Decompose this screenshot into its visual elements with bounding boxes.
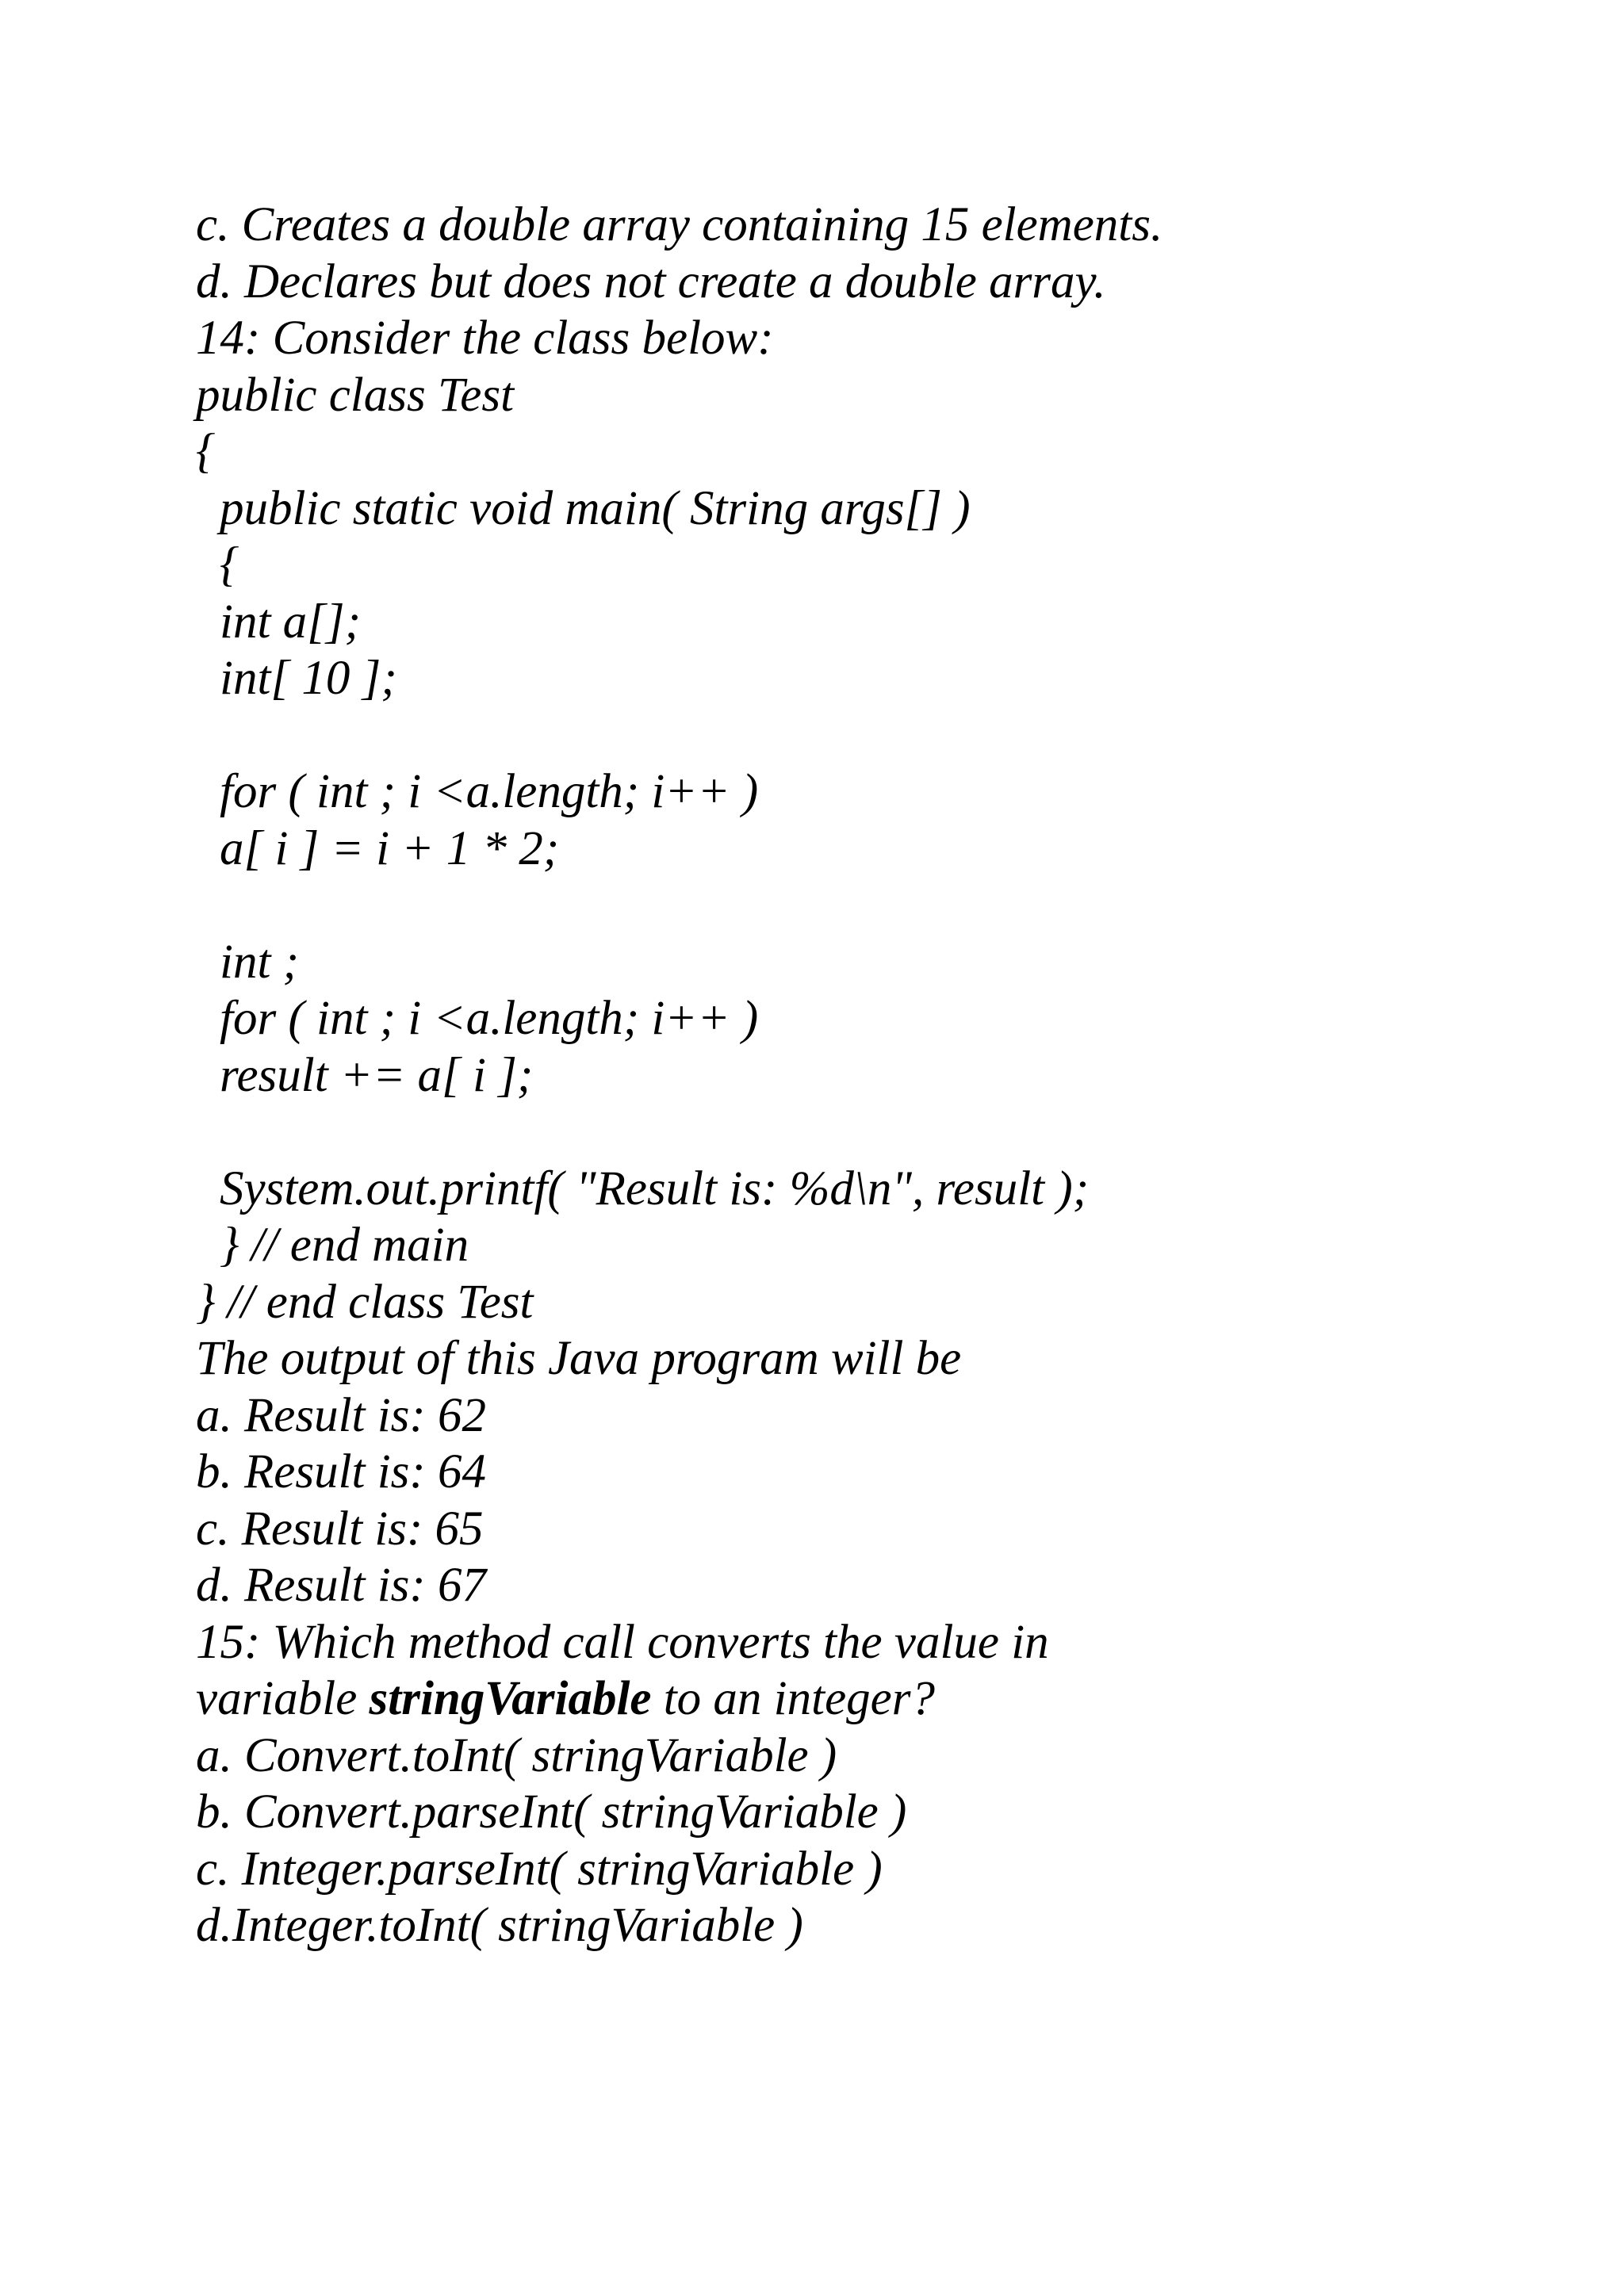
code-blank-line bbox=[196, 877, 1544, 934]
question-15-prompt-cont bbox=[196, 1670, 1544, 1728]
code-line: for ( int ; i <a.length; i++ ) bbox=[220, 765, 759, 818]
option-14a: a. Result is: 62 bbox=[196, 1388, 486, 1442]
code-line: for ( int ; i <a.length; i++ ) bbox=[220, 992, 759, 1045]
question-15-prompt: 15: Which method call converts the value in bbox=[196, 1615, 1049, 1669]
option-14d: d. Result is: 67 bbox=[196, 1559, 486, 1612]
code-line: System.out.printf( "Result is: %d\n", result ); bbox=[220, 1161, 1090, 1215]
option-14c: c. Result is: 65 bbox=[196, 1502, 484, 1556]
prompt-text: variable bbox=[196, 1672, 370, 1725]
option-15b: b. Convert.parseInt( stringVariable ) bbox=[196, 1785, 907, 1839]
code-blank-line bbox=[196, 1104, 1544, 1161]
prompt-text: to an integer? bbox=[651, 1672, 935, 1725]
option-15c: c. Integer.parseInt( stringVariable ) bbox=[196, 1842, 883, 1896]
code-line: public class Test bbox=[196, 368, 515, 422]
code-line: { bbox=[220, 538, 239, 591]
option-14b: b. Result is: 64 bbox=[196, 1445, 486, 1498]
question-14-prompt: 14: Consider the class below: bbox=[196, 312, 774, 365]
code-line: } // end class Test bbox=[196, 1275, 534, 1329]
code-line: int[ 10 ]; bbox=[220, 652, 397, 705]
option-15d: d.Integer.toInt( stringVariable ) bbox=[196, 1899, 803, 1952]
code-line: public static void main( String args[] ) bbox=[220, 481, 971, 535]
option-13d: d. Declares but does not create a double array. bbox=[196, 254, 1106, 308]
option-13c: c. Creates a double array containing 15 elements. bbox=[196, 198, 1163, 251]
option-15a: a. Convert.toInt( stringVariable ) bbox=[196, 1728, 837, 1782]
code-blank-line bbox=[196, 707, 1544, 764]
code-line: a[ i ] = i + 1 * 2; bbox=[220, 821, 560, 875]
code-line: int ; bbox=[220, 935, 299, 989]
code-line: int a[]; bbox=[220, 595, 361, 649]
variable-name: stringVariable bbox=[369, 1672, 652, 1725]
code-line: } // end main bbox=[220, 1219, 469, 1272]
document-body bbox=[196, 197, 1544, 1954]
code-line: { bbox=[196, 425, 216, 478]
question-14-stem: The output of this Java program will be bbox=[196, 1332, 962, 1385]
code-line: result += a[ i ]; bbox=[220, 1048, 534, 1102]
code-listing bbox=[196, 367, 1544, 1331]
